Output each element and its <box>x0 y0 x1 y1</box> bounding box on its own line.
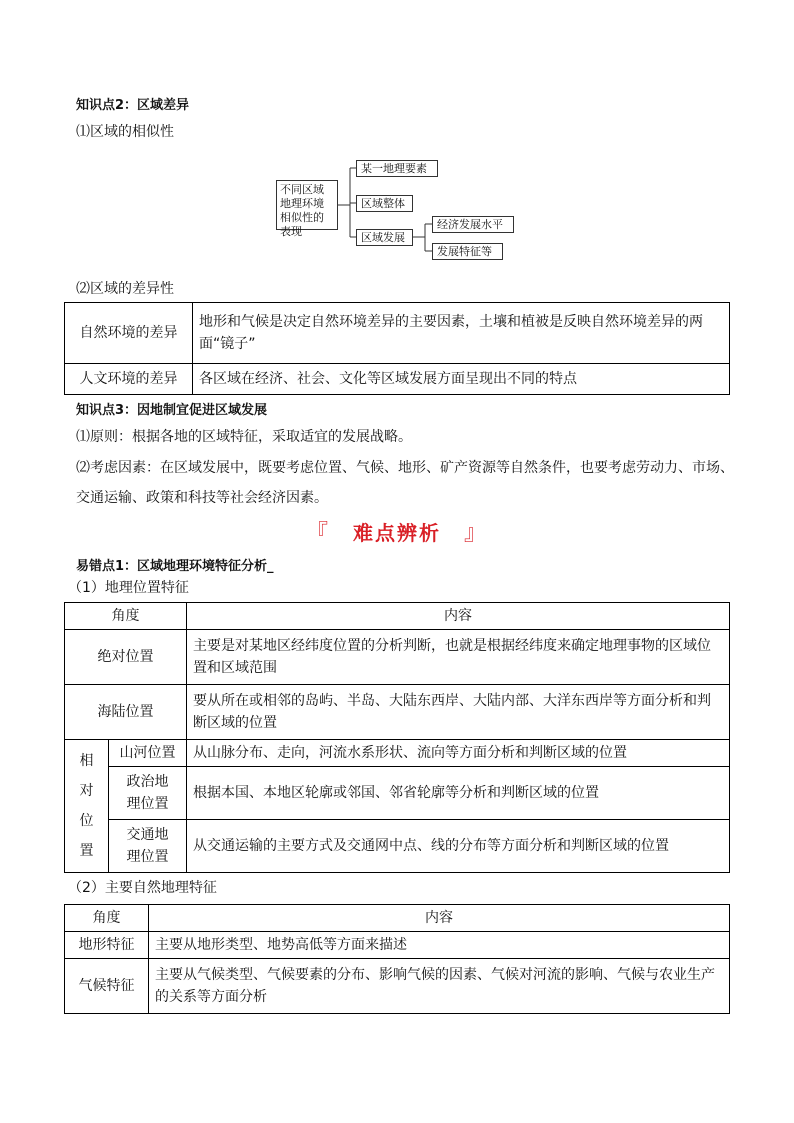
banner-title: 难点辨析 <box>353 521 441 545</box>
mountain-river-content: 从山脉分布、走向，河流水系形状、流向等方面分析和判断区域的位置 <box>187 740 730 767</box>
diagram-connectors <box>0 0 794 300</box>
traffic-position-label <box>109 820 187 873</box>
kp2-sub1: ⑴区域的相似性 <box>76 124 174 140</box>
relative-position-label <box>65 740 109 873</box>
banner-right-bracket: 』 <box>463 521 488 546</box>
absolute-position-label: 绝对位置 <box>65 630 187 685</box>
table-row <box>65 630 730 685</box>
difference-table <box>64 302 730 395</box>
traffic-label-line1: 交通地 <box>126 827 169 843</box>
kp2-sub2: ⑵区域的差异性 <box>76 281 174 297</box>
table-row <box>65 603 730 630</box>
table-row <box>65 905 730 932</box>
nat-header-content: 内容 <box>149 905 730 932</box>
kp3-heading: 知识点3：因地制宜促进区域发展 <box>76 403 268 418</box>
kp3-factors-line2: 交通运输、政策和科技等社会经济因素。 <box>76 490 328 506</box>
climate-label: 气候特征 <box>65 959 149 1014</box>
kp2-heading: 知识点2：区域差异 <box>76 98 190 113</box>
landform-content: 主要从地形类型、地势高低等方面来描述 <box>149 932 730 959</box>
natural-diff-label: 自然环境的差异 <box>65 303 193 364</box>
mountain-river-label: 山河位置 <box>109 740 187 767</box>
table-row <box>65 303 730 364</box>
table-row <box>65 740 730 767</box>
kp3-principle: ⑴原则：根据各地的区域特征，采取适宜的发展战略。 <box>76 429 412 445</box>
err1-sub2: （2）主要自然地理特征 <box>68 880 217 896</box>
political-position-label <box>109 767 187 820</box>
nat-header-angle: 角度 <box>65 905 149 932</box>
political-position-content: 根据本国、本地区轮廓或邻国、邻省轮廓等分析和判断区域的位置 <box>187 767 730 820</box>
natural-feature-table <box>64 904 730 1014</box>
difficulty-banner <box>0 516 794 547</box>
relative-char-1: 相 <box>79 753 94 769</box>
landform-label: 地形特征 <box>65 932 149 959</box>
relative-char-3: 位 <box>79 813 94 829</box>
pos-header-angle: 角度 <box>65 603 187 630</box>
diagram-node-whole: 区域整体 <box>356 195 413 212</box>
table-row <box>65 364 730 395</box>
table-row <box>65 767 730 820</box>
diagram-node-economy: 经济发展水平 <box>432 216 514 233</box>
relative-char-2: 对 <box>79 783 94 799</box>
pos-header-content: 内容 <box>187 603 730 630</box>
climate-content: 主要从气候类型、气候要素的分布、影响气候的因素、气候对河流的影响、气候与农业生产的关系等方面分析 <box>149 959 730 1014</box>
human-diff-content: 各区域在经济、社会、文化等区域发展方面呈现出不同的特点 <box>193 364 730 395</box>
table-row <box>65 959 730 1014</box>
human-diff-label: 人文环境的差异 <box>65 364 193 395</box>
relative-char-4: 置 <box>79 843 94 859</box>
table-row <box>65 820 730 873</box>
err1-sub1: （1）地理位置特征 <box>68 580 189 596</box>
diagram-node-element: 某一地理要素 <box>356 160 438 177</box>
sea-land-position-label: 海陆位置 <box>65 685 187 740</box>
diagram-root: 不同区域地理环境相似性的表现 <box>276 180 338 230</box>
banner-left-bracket: 『 <box>306 521 331 546</box>
traffic-position-content: 从交通运输的主要方式及交通网中点、线的分布等方面分析和判断区域的位置 <box>187 820 730 873</box>
political-label-line1: 政治地 <box>126 774 169 790</box>
traffic-label-line2: 理位置 <box>126 849 169 865</box>
position-table <box>64 602 730 873</box>
absolute-position-content: 主要是对某地区经纬度位置的分析判断，也就是根据经纬度来确定地理事物的区域位置和区域范围 <box>187 630 730 685</box>
diagram-node-development: 区域发展 <box>356 229 413 246</box>
natural-diff-content: 地形和气候是决定自然环境差异的主要因素，土壤和植被是反映自然环境差异的两面“镜子” <box>193 303 730 364</box>
table-row <box>65 685 730 740</box>
political-label-line2: 理位置 <box>126 796 169 812</box>
sea-land-position-content: 要从所在或相邻的岛屿、半岛、大陆东西岸、大陆内部、大洋东西岸等方面分析和判断区域的位置 <box>187 685 730 740</box>
kp3-factors-line1: ⑵考虑因素：在区域发展中，既要考虑位置、气候、地形、矿产资源等自然条件，也要考虑劳动力、市场、 <box>76 460 734 476</box>
diagram-node-features: 发展特征等 <box>432 243 503 260</box>
err1-heading: 易错点1：区域地理环境特征分析_ <box>76 559 274 574</box>
table-row <box>65 932 730 959</box>
